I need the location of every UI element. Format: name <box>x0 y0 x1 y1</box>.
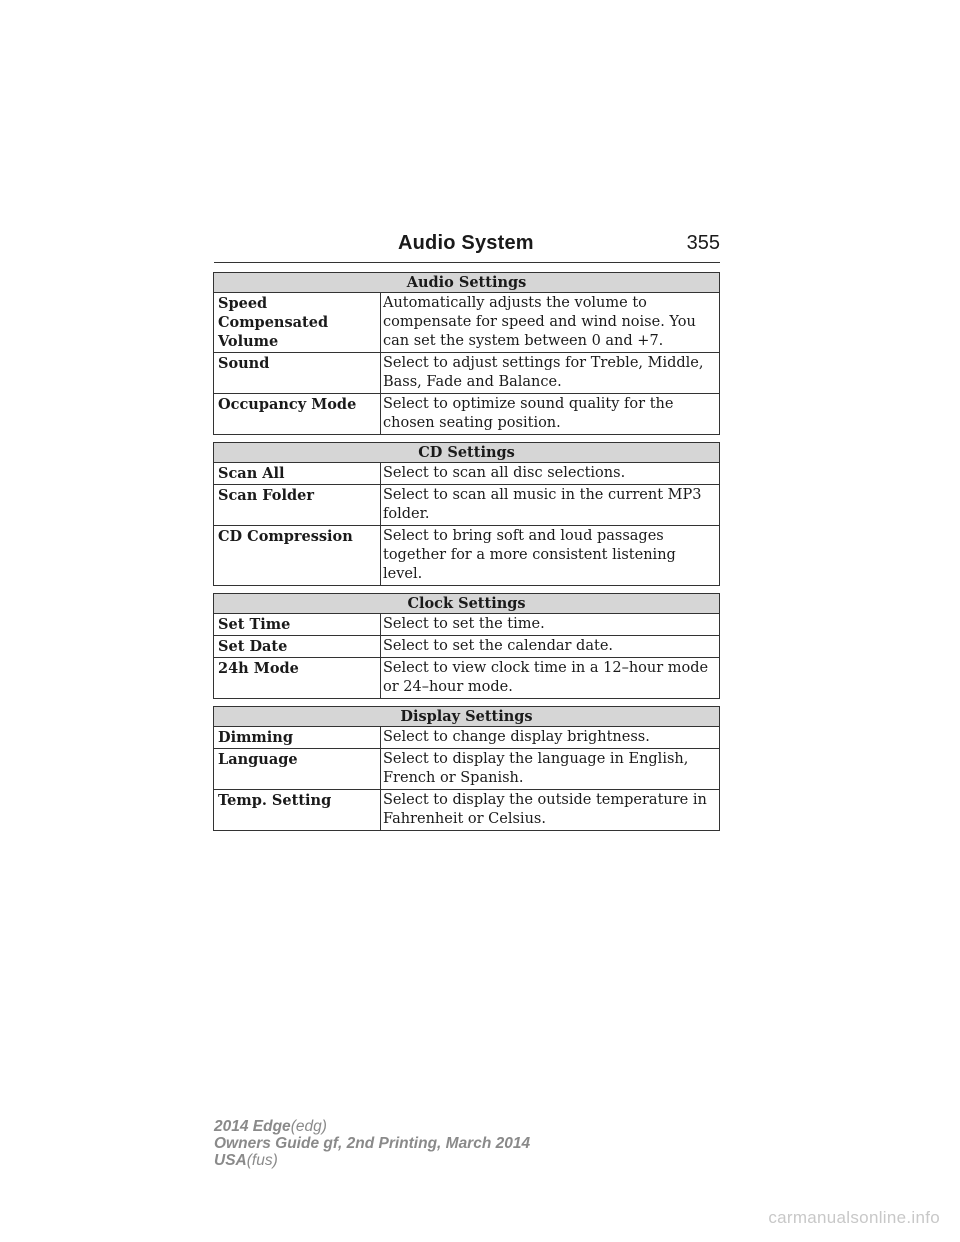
table-row <box>214 790 720 831</box>
setting-term: Dimming <box>214 727 381 749</box>
page-title: Audio System <box>398 232 534 254</box>
watermark-text: carmanualsonline.info <box>768 1208 940 1227</box>
cd-settings-table <box>213 442 720 586</box>
table-row <box>214 485 720 526</box>
setting-term: Set Time <box>214 614 381 636</box>
page-header <box>214 226 720 263</box>
audio-settings-table <box>213 272 720 435</box>
table-row <box>214 636 720 658</box>
table-row <box>214 614 720 636</box>
table-title: Audio Settings <box>214 273 720 293</box>
setting-description: Select to display the outside temperature in Fahrenheit or Celsius. <box>381 790 720 831</box>
table-row <box>214 293 720 353</box>
footer-guide-info: Owners Guide gf, 2nd Printing, March 2014 <box>214 1135 531 1152</box>
table-row <box>214 353 720 394</box>
setting-term: Scan Folder <box>214 485 381 526</box>
setting-term: Language <box>214 749 381 790</box>
setting-description: Select to set the time. <box>381 614 720 636</box>
table-row <box>214 727 720 749</box>
setting-description: Select to change display brightness. <box>381 727 720 749</box>
setting-term: CD Compression <box>214 526 381 586</box>
setting-description: Select to adjust settings for Treble, Middle, Bass, Fade and Balance. <box>381 353 720 394</box>
setting-description: Select to view clock time in a 12–hour mode or 24–hour mode. <box>381 658 720 699</box>
footer-line-model <box>214 1118 530 1135</box>
setting-description: Select to display the language in English, French or Spanish. <box>381 749 720 790</box>
footer-model-code: (edg) <box>290 1118 327 1135</box>
table-row <box>214 394 720 435</box>
setting-description: Select to set the calendar date. <box>381 636 720 658</box>
settings-tables <box>213 272 720 838</box>
table-row <box>214 658 720 699</box>
footer-market: USA <box>214 1152 247 1169</box>
table-title: Clock Settings <box>214 594 720 614</box>
setting-term: Speed Compensated Volume <box>214 293 381 353</box>
footer-line-market <box>214 1152 530 1169</box>
setting-description: Select to scan all disc selections. <box>381 463 720 485</box>
footer-model: 2014 Edge <box>214 1118 291 1135</box>
table-title: CD Settings <box>214 443 720 463</box>
footer-market-code: (fus) <box>246 1152 278 1169</box>
table-row <box>214 749 720 790</box>
setting-description: Select to scan all music in the current MP3 folder. <box>381 485 720 526</box>
document-footer <box>214 1118 530 1169</box>
table-row <box>214 463 720 485</box>
setting-term: 24h Mode <box>214 658 381 699</box>
page-number: 355 <box>686 232 720 254</box>
setting-description: Select to bring soft and loud passages together for a more consistent listening level. <box>381 526 720 586</box>
setting-term: Temp. Setting <box>214 790 381 831</box>
setting-term: Sound <box>214 353 381 394</box>
setting-description: Select to optimize sound quality for the chosen seating position. <box>381 394 720 435</box>
clock-settings-table <box>213 593 720 699</box>
table-title: Display Settings <box>214 707 720 727</box>
setting-description: Automatically adjusts the volume to compensate for speed and wind noise. You can set the system between 0 and +7. <box>381 293 720 353</box>
table-row <box>214 526 720 586</box>
setting-term: Scan All <box>214 463 381 485</box>
display-settings-table <box>213 706 720 831</box>
setting-term: Set Date <box>214 636 381 658</box>
setting-term: Occupancy Mode <box>214 394 381 435</box>
